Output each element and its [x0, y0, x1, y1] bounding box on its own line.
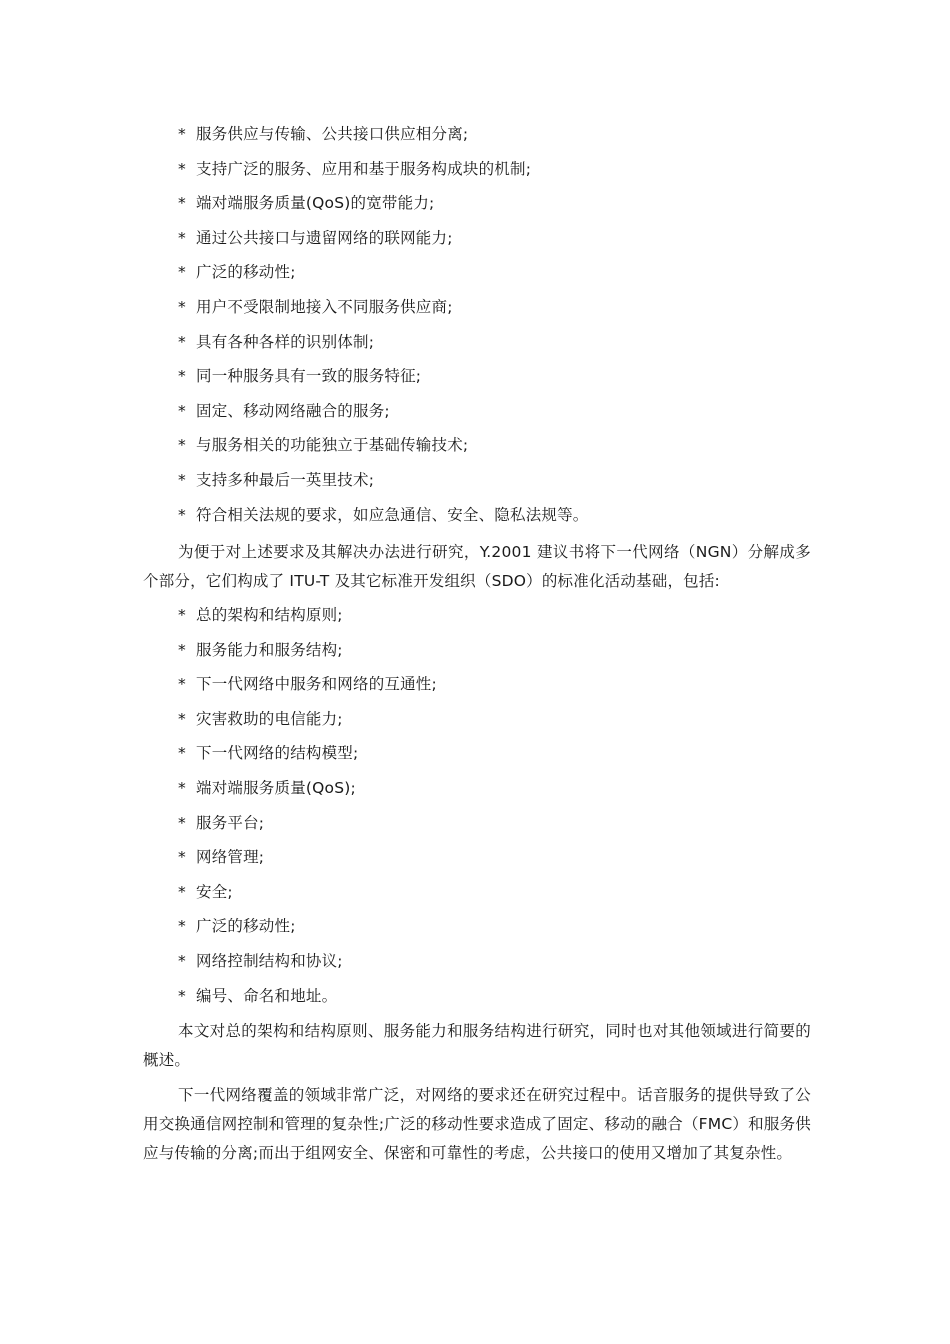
bullet-marker: *	[178, 401, 186, 420]
list-item-text: 支持广泛的服务、应用和基于服务构成块的机制;	[196, 159, 532, 178]
list-item	[178, 262, 818, 297]
list-item	[178, 470, 818, 505]
bullet-marker: *	[178, 917, 186, 936]
closing-paragraph: 下一代网络覆盖的领域非常广泛，对网络的要求还在研究过程中。话音服务的提供导致了公用交换通信网控制和管理的复杂性;广泛的移动性要求造成了固定、移动的融合（FMC）和服务供应与传输的分离;而出于组网安全、保密和可靠性的考虑，公共接口的使用又增加了其复杂性。	[143, 1086, 811, 1162]
list-item	[178, 951, 818, 986]
list-item-text: 用户不受限制地接入不同服务供应商;	[196, 297, 453, 316]
bullet-marker: *	[178, 986, 186, 1005]
intro-paragraph: 为便于对上述要求及其解决办法进行研究，Y.2001 建议书将下一代网络（NGN）分解成多个部分，它们构成了 ITU-T 及其它标准开发组织（SDO）的标准化活动基础，包括:	[143, 543, 811, 590]
bullet-marker: *	[178, 778, 186, 797]
list-item-text: 网络控制结构和协议;	[196, 951, 343, 970]
list-item	[178, 847, 818, 882]
list-item	[178, 605, 818, 640]
list-item-text: 总的架构和结构原则;	[196, 606, 343, 624]
list-item-text: 服务能力和服务结构;	[196, 640, 343, 659]
list-item-text: 编号、命名和地址。	[196, 986, 338, 1005]
list-item-text: 与服务相关的功能独立于基础传输技术;	[196, 436, 469, 455]
bullet-marker: *	[178, 848, 186, 867]
bullet-marker: *	[178, 744, 186, 763]
list-item	[178, 916, 818, 951]
list-item-text: 同一种服务具有一致的服务特征;	[196, 367, 422, 386]
bullet-marker: *	[178, 882, 186, 901]
requirements-list	[178, 124, 818, 539]
list-item	[178, 401, 818, 436]
list-item-text: 通过公共接口与遗留网络的联网能力;	[196, 228, 453, 247]
bullet-marker: *	[178, 606, 186, 624]
list-item-text: 下一代网络的结构模型;	[196, 744, 359, 763]
components-list	[178, 605, 818, 1020]
bullet-marker: *	[178, 470, 186, 489]
list-item-text: 具有各种各样的识别体制;	[196, 332, 375, 351]
bullet-marker: *	[178, 640, 186, 659]
list-item-text: 服务供应与传输、公共接口供应相分离;	[196, 125, 469, 143]
list-item-text: 下一代网络中服务和网络的互通性;	[196, 675, 437, 694]
list-item-text: 固定、移动网络融合的服务;	[196, 401, 390, 420]
list-item-text: 端对端服务质量(QoS)的宽带能力;	[196, 194, 435, 213]
bullet-marker: *	[178, 951, 186, 970]
list-item-text: 支持多种最后一英里技术;	[196, 470, 375, 489]
bullet-marker: *	[178, 505, 186, 524]
list-item	[178, 986, 818, 1021]
list-item-text: 网络管理;	[196, 848, 265, 867]
list-item-text: 广泛的移动性;	[196, 917, 296, 936]
bullet-marker: *	[178, 125, 186, 143]
list-item	[178, 435, 818, 470]
list-item	[178, 228, 818, 263]
bullet-marker: *	[178, 159, 186, 178]
list-item	[178, 366, 818, 401]
bullet-marker: *	[178, 194, 186, 213]
bullet-marker: *	[178, 228, 186, 247]
list-item-text: 灾害救助的电信能力;	[196, 709, 343, 728]
list-item	[178, 332, 818, 367]
list-item	[178, 882, 818, 917]
list-item	[178, 709, 818, 744]
bullet-marker: *	[178, 263, 186, 282]
list-item-text: 广泛的移动性;	[196, 263, 296, 282]
bullet-marker: *	[178, 813, 186, 832]
list-item	[178, 813, 818, 848]
list-item-text: 安全;	[196, 882, 233, 901]
bullet-marker: *	[178, 297, 186, 316]
list-item-text: 服务平台;	[196, 813, 265, 832]
scope-paragraph: 本文对总的架构和结构原则、服务能力和服务结构进行研究，同时也对其他领域进行简要的概述。	[143, 1022, 811, 1069]
list-item-text: 符合相关法规的要求，如应急通信、安全、隐私法规等。	[196, 505, 589, 524]
list-item	[178, 743, 818, 778]
bullet-marker: *	[178, 332, 186, 351]
list-item	[178, 159, 818, 194]
list-item	[178, 193, 818, 228]
list-item	[178, 297, 818, 332]
bullet-marker: *	[178, 367, 186, 386]
list-item	[178, 124, 818, 159]
bullet-marker: *	[178, 709, 186, 728]
list-item	[178, 505, 818, 540]
list-item	[178, 674, 818, 709]
list-item	[178, 640, 818, 675]
bullet-marker: *	[178, 436, 186, 455]
bullet-marker: *	[178, 675, 186, 694]
list-item	[178, 778, 818, 813]
list-item-text: 端对端服务质量(QoS);	[196, 778, 356, 797]
